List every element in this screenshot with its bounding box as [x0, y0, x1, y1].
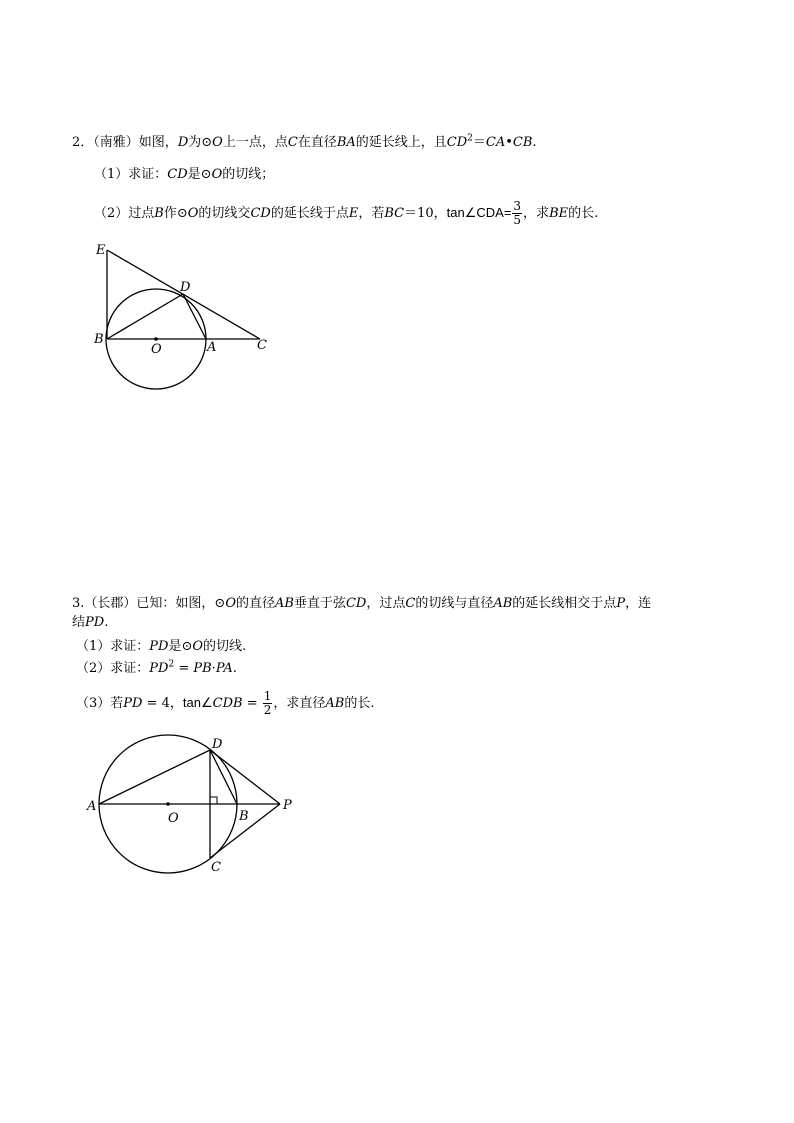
label-A: A: [207, 340, 217, 355]
problem3-text: 的切线与直径: [415, 596, 494, 611]
part-label: （1）求证：: [76, 639, 150, 654]
var-AB: AB: [325, 696, 345, 711]
problem3-text: ，过点: [366, 596, 406, 611]
var-AB: AB: [275, 596, 294, 611]
part-text: = 4，: [142, 696, 183, 711]
problem3-stem-line2: [72, 614, 108, 632]
part-text: 的切线；: [222, 167, 275, 182]
equals-sign: =: [242, 696, 262, 711]
label-C: C: [257, 338, 267, 353]
circle-O: [106, 289, 206, 389]
var-PD: PD: [123, 696, 143, 711]
problem3-text: 垂直于弦: [293, 596, 346, 611]
part-text: 作⊙: [163, 206, 188, 221]
problem2-part1: [94, 166, 274, 184]
problem2-text: 上一点，点: [222, 135, 288, 150]
var-CB: CB: [512, 135, 533, 150]
problem3-number: 3.: [72, 596, 85, 611]
part-text: 的延长线于点: [270, 206, 349, 221]
problem3-part2: [76, 660, 237, 678]
exponent: 2: [168, 659, 175, 670]
period: .: [232, 661, 237, 676]
part-label: （3）若: [76, 696, 124, 711]
var-CD: CD: [250, 206, 271, 221]
var-P: P: [616, 596, 626, 611]
var-PA: PA: [215, 661, 233, 676]
var-PD: PD: [85, 615, 105, 630]
fraction-numerator: 3: [513, 199, 522, 213]
label-P: P: [283, 798, 292, 813]
fraction-denominator: 2: [263, 703, 272, 717]
segment-DA: [183, 294, 206, 339]
segment-DP: [210, 750, 280, 804]
var-BE: BE: [549, 206, 569, 221]
problem2-text: 为⊙: [188, 135, 213, 150]
problem3-text: ，连: [625, 596, 652, 611]
part-label: （1）求证：: [94, 167, 168, 182]
period: .: [532, 135, 537, 150]
part-text: ＝10，: [404, 206, 447, 221]
var-C: C: [405, 596, 416, 611]
tan-expression: tan∠CDA=: [446, 205, 512, 220]
label-O: O: [168, 811, 179, 826]
problem2-number: 2．: [72, 135, 94, 150]
part-text: ，若: [358, 206, 385, 221]
center-dot: [166, 802, 170, 806]
part-text: ，求直径: [273, 696, 326, 711]
exponent: 2: [467, 133, 473, 144]
label-O: O: [151, 342, 162, 357]
var-O: O: [225, 596, 236, 611]
period: .: [104, 615, 109, 630]
segment-DB: [210, 750, 237, 804]
label-B: B: [239, 809, 249, 824]
segment-AD: [99, 750, 210, 804]
fraction: [512, 200, 522, 227]
tan-expression: tan∠: [182, 695, 213, 710]
var-BA: BA: [336, 135, 356, 150]
label-D: D: [212, 737, 223, 752]
var-B: B: [154, 206, 164, 221]
part-text: 的切线.: [203, 639, 247, 654]
label-E: E: [96, 243, 106, 258]
problem2-source: （南雅）: [93, 135, 139, 150]
var-CA: CA: [485, 135, 506, 150]
problem3-part3: [76, 690, 374, 717]
problem2-part2: [94, 200, 598, 227]
problem2-text: 的延长线上，且: [355, 135, 447, 150]
var-PD: PD: [149, 661, 169, 676]
var-O: O: [212, 135, 223, 150]
part-text: 的切线交: [198, 206, 251, 221]
problem3-text: 的直径: [236, 596, 276, 611]
problem2-text: 如图，: [138, 135, 178, 150]
label-D: D: [180, 280, 191, 295]
segment-EC: [107, 250, 260, 339]
part-text: 是⊙: [168, 639, 193, 654]
problem3-stem-line1: [72, 595, 651, 613]
var-O: O: [192, 639, 204, 654]
label-B: B: [94, 332, 104, 347]
part-text: ，求: [523, 206, 550, 221]
circle-O: [99, 735, 237, 873]
problem3-part1: [76, 638, 246, 656]
var-O: O: [211, 167, 223, 182]
var-CD: CD: [446, 135, 468, 150]
part-label: （2）过点: [94, 206, 155, 221]
var-AB: AB: [493, 596, 513, 611]
part-text: 的长.: [568, 206, 599, 221]
var-CDB: CDB: [212, 696, 243, 711]
var-D: D: [177, 135, 189, 150]
mult-dot: •: [505, 135, 513, 150]
segment-BD: [107, 294, 183, 339]
var-CD: CD: [167, 167, 188, 182]
var-C: C: [287, 135, 298, 150]
fraction: [263, 690, 273, 717]
problem3-source: （长郡）: [84, 596, 137, 611]
var-PB: PB: [193, 661, 212, 676]
label-C: C: [211, 860, 221, 875]
equals-sign: =: [174, 661, 194, 676]
problem2-stem: [72, 134, 537, 152]
problem3-text: 已知：如图，⊙: [136, 596, 226, 611]
problem3-text: 的延长线相交于点: [512, 596, 617, 611]
var-PD: PD: [149, 639, 169, 654]
right-angle-mark: [210, 797, 217, 804]
part-label: （2）求证：: [76, 661, 150, 676]
var-O: O: [187, 206, 199, 221]
equals-sign: ＝: [472, 135, 486, 150]
label-A: A: [87, 799, 97, 814]
part-text: 是⊙: [187, 167, 212, 182]
center-dot: [154, 337, 158, 341]
problem2-text: 在直径: [297, 135, 337, 150]
problem3-text: 结: [72, 615, 86, 630]
segment-CP: [210, 804, 280, 858]
fraction-denominator: 5: [513, 213, 522, 227]
part-text: 的长.: [344, 696, 375, 711]
mult-dot: ·: [211, 661, 216, 676]
var-E: E: [348, 206, 359, 221]
var-BC: BC: [384, 206, 405, 221]
var-CD: CD: [345, 596, 367, 611]
fraction-numerator: 1: [263, 689, 272, 703]
